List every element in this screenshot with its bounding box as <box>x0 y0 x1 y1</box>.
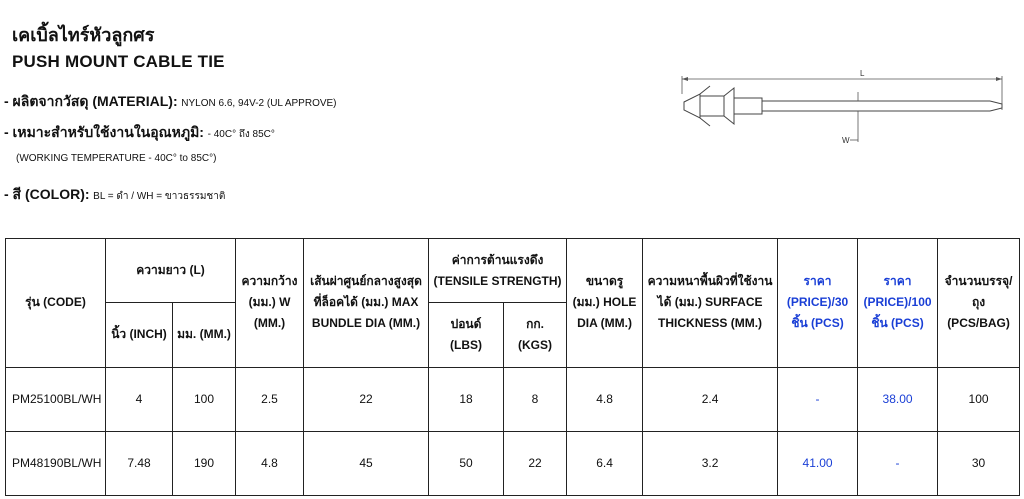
head-wings <box>700 86 710 126</box>
width-label: W <box>842 136 850 145</box>
arrow-right-icon <box>996 77 1002 81</box>
tie-lock <box>734 98 762 114</box>
color-value: BL = ดำ / WH = ขาวธรรมชาติ <box>93 191 226 202</box>
cell-surface: 2.4 <box>643 367 778 431</box>
thai-title: เคเบิ้ลไทร์หัวลูกศร <box>12 25 155 45</box>
header-length-inch: นิ้ว (INCH) <box>106 303 173 367</box>
tie-head <box>700 96 724 116</box>
header-code: รุ่น (CODE) <box>6 239 106 368</box>
cell-mm: 190 <box>173 431 236 495</box>
header-length: ความยาว (L) <box>106 239 236 303</box>
cell-bundle: 22 <box>304 367 429 431</box>
english-title: PUSH MOUNT CABLE TIE <box>12 52 225 71</box>
table-row <box>6 367 1020 431</box>
material-value: NYLON 6.6, 94V-2 (UL APPROVE) <box>181 98 337 109</box>
temperature-spec <box>4 122 275 144</box>
cell-hole: 4.8 <box>567 367 643 431</box>
product-table <box>5 238 1020 496</box>
cell-pack: 30 <box>938 431 1020 495</box>
table-row <box>6 431 1020 495</box>
header-pack: จำนวนบรรจุ/ถุง (PCS/BAG) <box>938 239 1020 368</box>
cell-width: 4.8 <box>236 431 304 495</box>
cell-price-30: - <box>778 367 858 431</box>
material-spec <box>4 91 337 113</box>
temperature-value: - 40C° ถึง 85C° <box>207 129 275 140</box>
material-label: - ผลิตจากวัสดุ (MATERIAL): <box>4 93 178 109</box>
cell-inch: 4 <box>106 367 173 431</box>
tie-collar <box>724 88 734 124</box>
header-surface: ความหนาพื้นผิวที่ใช้งานได้ (มม.) SURFACE THICKNESS (MM.) <box>643 239 778 368</box>
cable-tie-drawing <box>672 64 1010 154</box>
header-width: ความกว้าง (มม.) W (MM.) <box>236 239 304 368</box>
strap-tip <box>990 101 1002 111</box>
header-length-mm: มม. (MM.) <box>173 303 236 367</box>
cell-code: PM48190BL/WH <box>6 431 106 495</box>
cell-mm: 100 <box>173 367 236 431</box>
header-bundle: เส้นผ่าศูนย์กลางสูงสุดที่ล็อคได้ (มม.) MAX BUNDLE DIA (MM.) <box>304 239 429 368</box>
cell-bundle: 45 <box>304 431 429 495</box>
temperature-english: (WORKING TEMPERATURE - 40C° to 85C°) <box>16 153 217 164</box>
header-row-top <box>6 239 1020 303</box>
color-spec <box>4 184 225 206</box>
cell-pack: 100 <box>938 367 1020 431</box>
cell-price-100: 38.00 <box>858 367 938 431</box>
header-price-100: ราคา (PRICE)/100 ชิ้น (PCS) <box>858 239 938 368</box>
header-hole: ขนาดรู (มม.) HOLE DIA (MM.) <box>567 239 643 368</box>
cell-lbs: 18 <box>429 367 504 431</box>
cell-kgs: 8 <box>504 367 567 431</box>
header-tensile-lbs: ปอนด์ (LBS) <box>429 303 504 367</box>
cell-code: PM25100BL/WH <box>6 367 106 431</box>
cell-inch: 7.48 <box>106 431 173 495</box>
cell-lbs: 50 <box>429 431 504 495</box>
header-tensile-kgs: กก. (KGS) <box>504 303 567 367</box>
cell-hole: 6.4 <box>567 431 643 495</box>
cell-price-30: 41.00 <box>778 431 858 495</box>
arrow-left-icon <box>682 77 688 81</box>
cell-kgs: 22 <box>504 431 567 495</box>
cell-width: 2.5 <box>236 367 304 431</box>
header-tensile: ค่าการต้านแรงดึง (TENSILE STRENGTH) <box>429 239 567 303</box>
temperature-label: - เหมาะสำหรับใช้งานในอุณหภูมิ: <box>4 124 204 140</box>
header-price-30: ราคา (PRICE)/30 ชิ้น (PCS) <box>778 239 858 368</box>
cell-price-100: - <box>858 431 938 495</box>
cell-surface: 3.2 <box>643 431 778 495</box>
arrow-head-icon <box>684 94 700 118</box>
color-label: - สี (COLOR): <box>4 186 90 202</box>
length-label: L <box>860 69 865 78</box>
